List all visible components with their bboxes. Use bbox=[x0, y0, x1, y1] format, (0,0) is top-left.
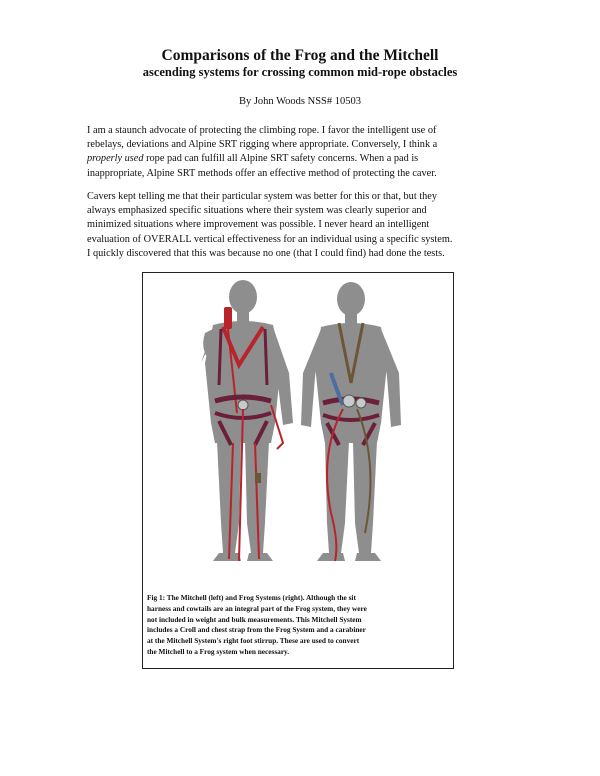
text-line: I am a staunch advocate of protecting the climbing rope. I favor the intelligent use of bbox=[87, 125, 437, 136]
text-line: inappropriate, Alpine SRT methods offer an effective method of protecting the caver. bbox=[87, 167, 437, 179]
paragraph-motivation bbox=[87, 190, 517, 261]
caption-line: not included in weight and bulk measurements. This Mitchell System bbox=[147, 614, 362, 624]
document-subtitle: ascending systems for crossing common mid-rope obstacles bbox=[142, 65, 458, 79]
emphasis-text: properly used bbox=[87, 153, 144, 165]
mitchell-system-figure bbox=[201, 280, 293, 561]
caption-line: includes a Croll and chest strap from the Frog System and a carabiner bbox=[147, 625, 366, 635]
text-line: minimized situations where improvement was possible. I never heard an intelligent bbox=[87, 219, 430, 231]
figure-caption bbox=[147, 593, 447, 658]
byline: By John Woods NSS# 10503 bbox=[238, 96, 362, 107]
text-line bbox=[87, 152, 517, 166]
text-fragment: rope pad can fulfill all Alpine SRT safety concerns. When a pad is bbox=[143, 153, 419, 165]
text-line: rebelays, deviations and Alpine SRT rigging where appropriate. Conversely, I think a bbox=[87, 139, 438, 151]
document-title: Comparisons of the Frog and the Mitchell bbox=[161, 47, 439, 64]
caption-line: Fig 1: The Mitchell (left) and Frog Systems (right). Although the sit bbox=[147, 593, 356, 602]
paragraph-intro bbox=[87, 124, 517, 181]
harness-illustration bbox=[143, 273, 453, 593]
caption-line: at the Mitchell System's right foot stirrup. These are used to convert bbox=[147, 636, 360, 646]
frog-system-figure bbox=[301, 282, 401, 561]
caption-line: the Mitchell to a Frog system when necessary. bbox=[147, 646, 290, 656]
caption-line: harness and cowtails are an integral part of the Frog system, they were bbox=[147, 603, 367, 613]
text-line: always emphasized specific situations where their system was clearly superior and bbox=[87, 205, 427, 217]
text-line: I quickly discovered that this was because no one (that I could find) had done the tests. bbox=[87, 247, 445, 259]
text-line: evaluation of OVERALL vertical effectiveness for an individual using a specific system. bbox=[87, 233, 453, 245]
figure-1 bbox=[142, 272, 454, 669]
text-line: Cavers kept telling me that their particular system was better for this or that, but they bbox=[87, 191, 437, 202]
